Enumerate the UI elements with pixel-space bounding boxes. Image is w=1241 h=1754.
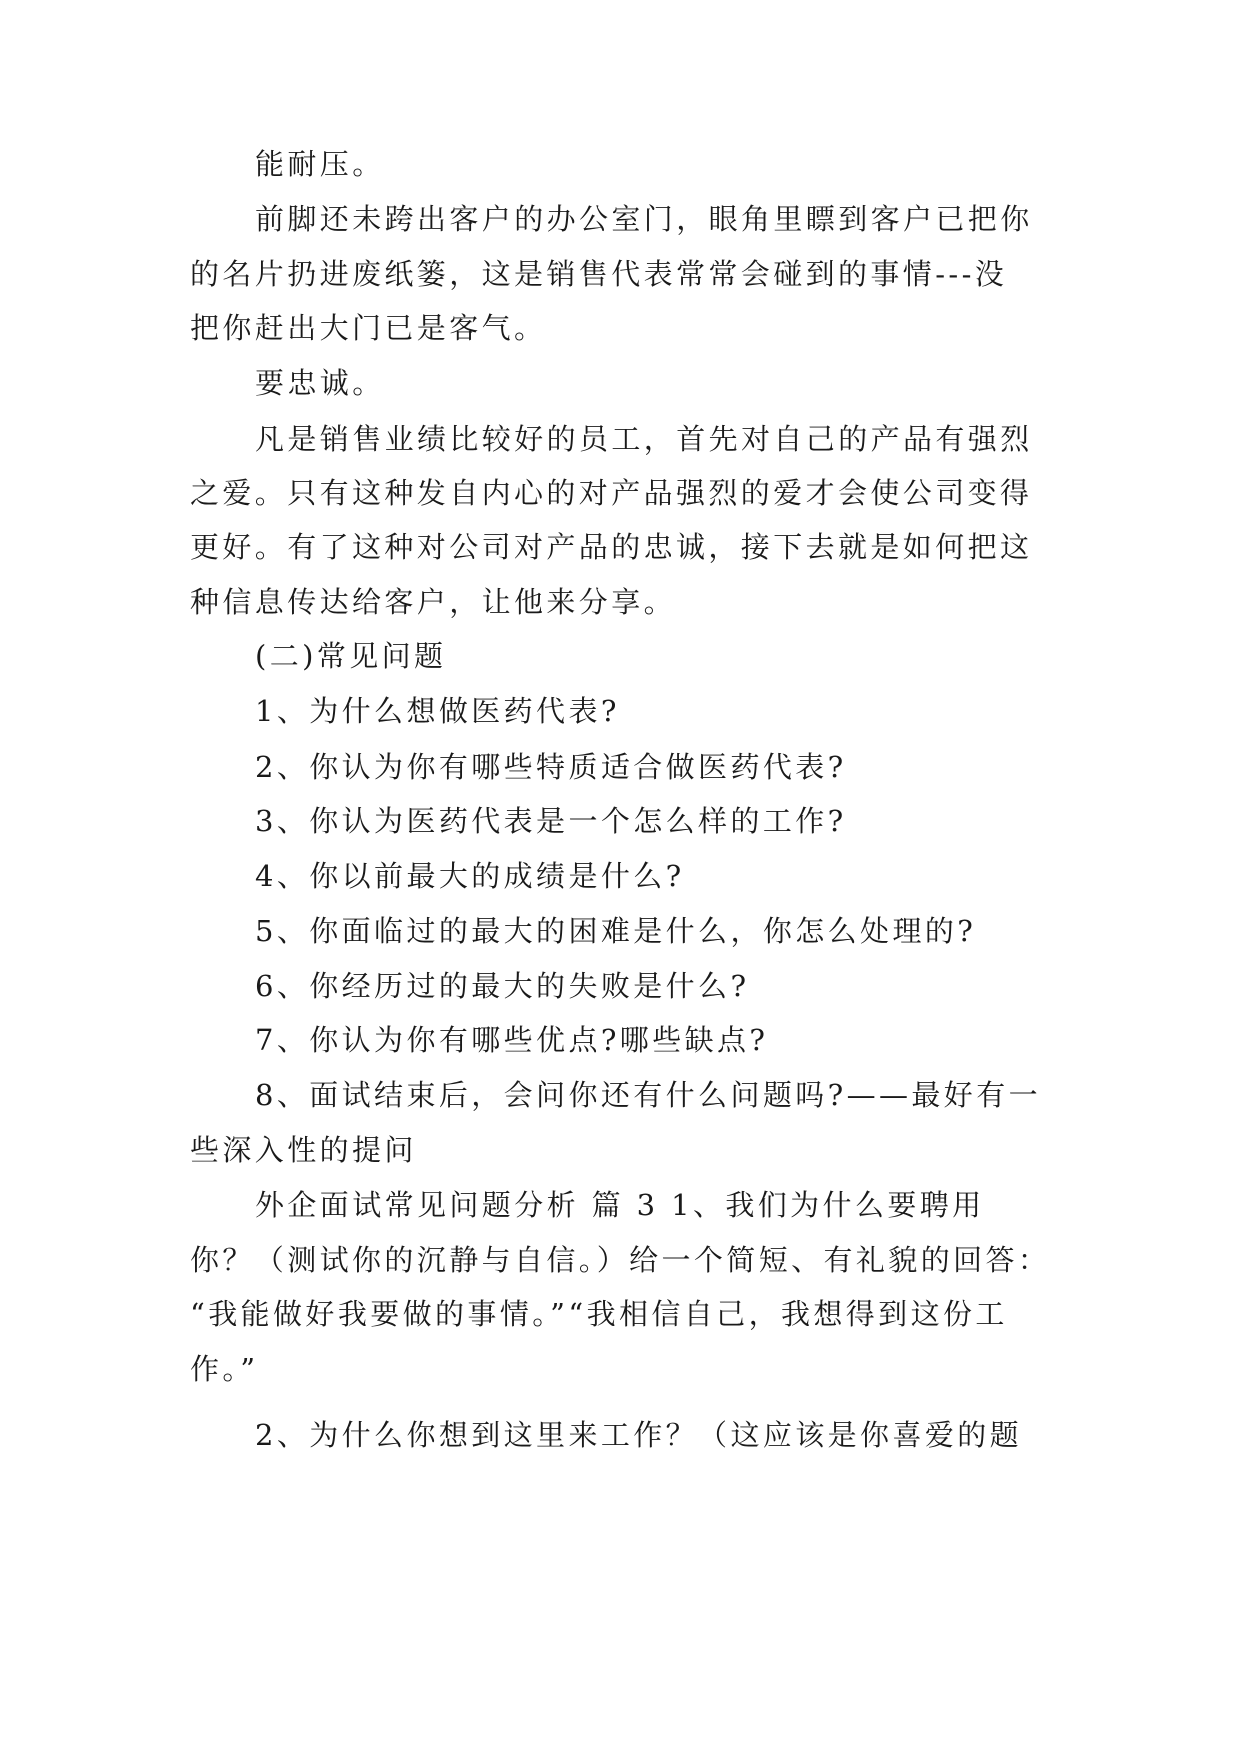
text-line: 之爱。只有这种发自内心的对产品强烈的爱才会使公司变得	[190, 476, 1033, 510]
text-line: 些深入性的提问	[190, 1133, 417, 1167]
text-line: 你？（测试你的沉静与自信。）给一个简短、有礼貌的回答：	[190, 1243, 1051, 1277]
text-line: “我能做好我要做的事情。”“我相信自己，我想得到这份工	[190, 1297, 1008, 1331]
text-line: 把你赶出大门已是客气。	[190, 311, 547, 345]
list-item: 8、面试结束后，会问你还有什么问题吗?——最好有一	[255, 1078, 1041, 1112]
text-line: 凡是销售业绩比较好的员工，首先对自己的产品有强烈	[255, 422, 1033, 456]
section-heading: (二)常见问题	[255, 639, 447, 673]
text-line: 要忠诚。	[255, 366, 385, 400]
list-item: 7、你认为你有哪些优点?哪些缺点?	[255, 1023, 769, 1057]
text-line: 能耐压。	[255, 147, 385, 181]
text-line: 前脚还未跨出客户的办公室门，眼角里瞟到客户已把你	[255, 202, 1033, 236]
list-item: 3、你认为医药代表是一个怎么样的工作?	[255, 804, 847, 838]
text-line: 外企面试常见问题分析 篇 3 1、我们为什么要聘用	[255, 1188, 985, 1222]
text-line: 2、为什么你想到这里来工作？（这应该是你喜爱的题	[255, 1418, 1023, 1452]
text-line: 的名片扔进废纸篓，这是销售代表常常会碰到的事情---没	[190, 257, 1008, 291]
list-item: 2、你认为你有哪些特质适合做医药代表?	[255, 750, 847, 784]
text-line: 更好。有了这种对公司对产品的忠诚，接下去就是如何把这	[190, 530, 1033, 564]
text-line: 种信息传达给客户，让他来分享。	[190, 585, 677, 619]
list-item: 1、为什么想做医药代表?	[255, 694, 620, 728]
list-item: 5、你面临过的最大的困难是什么，你怎么处理的?	[255, 914, 977, 948]
list-item: 6、你经历过的最大的失败是什么?	[255, 969, 750, 1003]
list-item: 4、你以前最大的成绩是什么?	[255, 859, 685, 893]
text-line: 作。”	[190, 1352, 259, 1386]
